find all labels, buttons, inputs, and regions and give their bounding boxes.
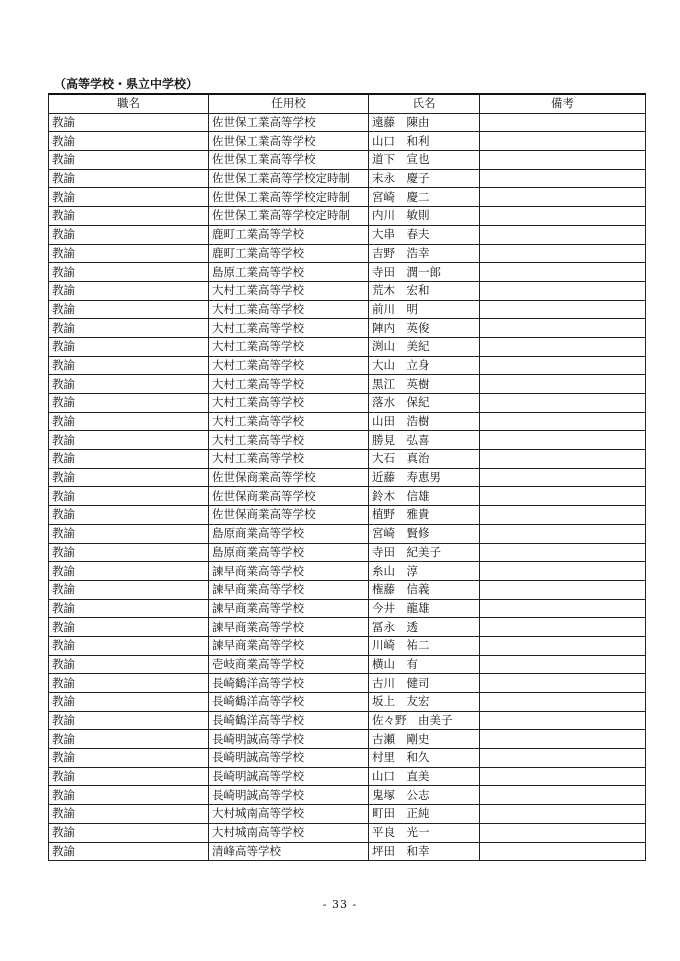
cell-school: 大村工業高等学校 <box>209 337 369 356</box>
cell-position: 教諭 <box>49 599 209 618</box>
cell-remarks <box>480 132 646 151</box>
cell-school: 長崎明誠高等学校 <box>209 730 369 749</box>
cell-name: 宮崎 賢修 <box>369 524 480 543</box>
cell-position: 教諭 <box>49 805 209 824</box>
cell-remarks <box>480 524 646 543</box>
cell-remarks <box>480 412 646 431</box>
cell-name: 冨永 透 <box>369 618 480 637</box>
cell-position: 教諭 <box>49 842 209 861</box>
cell-name: 黒江 英樹 <box>369 375 480 394</box>
table-row <box>49 730 646 749</box>
cell-remarks <box>480 281 646 300</box>
cell-name: 平良 光一 <box>369 823 480 842</box>
cell-position: 教諭 <box>49 244 209 263</box>
cell-name: 寺田 紀美子 <box>369 543 480 562</box>
cell-remarks <box>480 113 646 132</box>
cell-school: 大村工業高等学校 <box>209 319 369 338</box>
cell-remarks <box>480 506 646 525</box>
cell-position: 教諭 <box>49 767 209 786</box>
cell-remarks <box>480 487 646 506</box>
table-row <box>49 394 646 413</box>
table-row <box>49 562 646 581</box>
cell-position: 教諭 <box>49 674 209 693</box>
cell-position: 教諭 <box>49 356 209 375</box>
cell-name: 内川 敏則 <box>369 207 480 226</box>
table-row <box>49 468 646 487</box>
table-row <box>49 225 646 244</box>
cell-name: 鈴木 信雄 <box>369 487 480 506</box>
cell-remarks <box>480 263 646 282</box>
cell-school: 佐世保工業高等学校 <box>209 113 369 132</box>
cell-school: 大村工業高等学校 <box>209 356 369 375</box>
cell-name: 末永 慶子 <box>369 169 480 188</box>
table-row <box>49 805 646 824</box>
cell-remarks <box>480 767 646 786</box>
cell-position: 教諭 <box>49 151 209 170</box>
cell-name: 坂上 友宏 <box>369 693 480 712</box>
cell-remarks <box>480 562 646 581</box>
cell-position: 教諭 <box>49 823 209 842</box>
cell-school: 壱岐商業高等学校 <box>209 655 369 674</box>
cell-name: 村里 和久 <box>369 749 480 768</box>
cell-name: 近藤 寿恵男 <box>369 468 480 487</box>
header-position: 職名 <box>49 94 209 113</box>
header-remarks: 備考 <box>480 94 646 113</box>
cell-name: 陣内 英俊 <box>369 319 480 338</box>
table-row <box>49 693 646 712</box>
table-row <box>49 319 646 338</box>
cell-remarks <box>480 711 646 730</box>
cell-remarks <box>480 225 646 244</box>
cell-name: 鬼塚 公志 <box>369 786 480 805</box>
cell-school: 長崎鶴洋高等学校 <box>209 693 369 712</box>
cell-remarks <box>480 151 646 170</box>
cell-position: 教諭 <box>49 524 209 543</box>
table-row <box>49 674 646 693</box>
cell-position: 教諭 <box>49 207 209 226</box>
cell-name: 道下 宣也 <box>369 151 480 170</box>
section-title: （高等学校・県立中学校） <box>54 77 199 91</box>
cell-remarks <box>480 394 646 413</box>
table-row <box>49 786 646 805</box>
table-row <box>49 711 646 730</box>
cell-position: 教諭 <box>49 786 209 805</box>
table-row <box>49 543 646 562</box>
cell-school: 佐世保工業高等学校定時制 <box>209 207 369 226</box>
cell-position: 教諭 <box>49 319 209 338</box>
table-row <box>49 749 646 768</box>
cell-remarks <box>480 655 646 674</box>
cell-position: 教諭 <box>49 450 209 469</box>
cell-school: 大村工業高等学校 <box>209 281 369 300</box>
cell-remarks <box>480 842 646 861</box>
cell-name: 山田 浩樹 <box>369 412 480 431</box>
cell-position: 教諭 <box>49 132 209 151</box>
cell-remarks <box>480 244 646 263</box>
cell-school: 長崎明誠高等学校 <box>209 786 369 805</box>
cell-school: 大村城南高等学校 <box>209 805 369 824</box>
cell-position: 教諭 <box>49 375 209 394</box>
table-row <box>49 524 646 543</box>
cell-school: 島原商業高等学校 <box>209 543 369 562</box>
cell-school: 島原工業高等学校 <box>209 263 369 282</box>
cell-position: 教諭 <box>49 693 209 712</box>
cell-position: 教諭 <box>49 711 209 730</box>
cell-remarks <box>480 693 646 712</box>
cell-name: 今井 龍雄 <box>369 599 480 618</box>
cell-position: 教諭 <box>49 113 209 132</box>
cell-name: 山口 直美 <box>369 767 480 786</box>
cell-school: 諫早商業高等学校 <box>209 580 369 599</box>
table-row <box>49 487 646 506</box>
table-row <box>49 300 646 319</box>
table-row <box>49 375 646 394</box>
cell-school: 長崎鶴洋高等学校 <box>209 711 369 730</box>
table-row <box>49 356 646 375</box>
cell-position: 教諭 <box>49 506 209 525</box>
cell-school: 大村工業高等学校 <box>209 394 369 413</box>
cell-position: 教諭 <box>49 300 209 319</box>
cell-remarks <box>480 300 646 319</box>
table-row <box>49 599 646 618</box>
cell-position: 教諭 <box>49 618 209 637</box>
cell-remarks <box>480 337 646 356</box>
header-name: 氏名 <box>369 94 480 113</box>
cell-position: 教諭 <box>49 263 209 282</box>
cell-name: 前川 明 <box>369 300 480 319</box>
cell-school: 島原商業高等学校 <box>209 524 369 543</box>
cell-name: 渕山 美紀 <box>369 337 480 356</box>
table-row <box>49 207 646 226</box>
cell-remarks <box>480 730 646 749</box>
table-row <box>49 506 646 525</box>
cell-name: 古川 健司 <box>369 674 480 693</box>
cell-school: 諫早商業高等学校 <box>209 599 369 618</box>
cell-school: 諫早商業高等学校 <box>209 636 369 655</box>
cell-position: 教諭 <box>49 580 209 599</box>
cell-name: 大石 真治 <box>369 450 480 469</box>
cell-name: 宮崎 慶二 <box>369 188 480 207</box>
cell-remarks <box>480 356 646 375</box>
table-row <box>49 767 646 786</box>
cell-position: 教諭 <box>49 749 209 768</box>
cell-school: 佐世保商業高等学校 <box>209 487 369 506</box>
cell-position: 教諭 <box>49 281 209 300</box>
cell-school: 長崎明誠高等学校 <box>209 767 369 786</box>
cell-position: 教諭 <box>49 394 209 413</box>
cell-position: 教諭 <box>49 636 209 655</box>
cell-school: 佐世保工業高等学校 <box>209 132 369 151</box>
cell-name: 川崎 祐二 <box>369 636 480 655</box>
cell-position: 教諭 <box>49 431 209 450</box>
cell-name: 町田 正純 <box>369 805 480 824</box>
cell-position: 教諭 <box>49 468 209 487</box>
table-row <box>49 450 646 469</box>
table-row <box>49 655 646 674</box>
table-row <box>49 337 646 356</box>
cell-remarks <box>480 468 646 487</box>
table-row <box>49 151 646 170</box>
cell-position: 教諭 <box>49 562 209 581</box>
cell-remarks <box>480 786 646 805</box>
cell-remarks <box>480 636 646 655</box>
cell-school: 佐世保商業高等学校 <box>209 468 369 487</box>
cell-position: 教諭 <box>49 225 209 244</box>
cell-school: 清峰高等学校 <box>209 842 369 861</box>
table-row <box>49 281 646 300</box>
table-row <box>49 132 646 151</box>
cell-remarks <box>480 431 646 450</box>
cell-name: 山口 和利 <box>369 132 480 151</box>
cell-name: 勝見 弘喜 <box>369 431 480 450</box>
cell-remarks <box>480 823 646 842</box>
cell-remarks <box>480 543 646 562</box>
header-row <box>49 94 646 113</box>
cell-position: 教諭 <box>49 337 209 356</box>
table-body <box>49 113 646 861</box>
cell-remarks <box>480 580 646 599</box>
cell-position: 教諭 <box>49 543 209 562</box>
cell-remarks <box>480 450 646 469</box>
cell-remarks <box>480 169 646 188</box>
cell-school: 佐世保工業高等学校 <box>209 151 369 170</box>
cell-remarks <box>480 618 646 637</box>
cell-school: 鹿町工業高等学校 <box>209 244 369 263</box>
table-row <box>49 431 646 450</box>
cell-school: 鹿町工業高等学校 <box>209 225 369 244</box>
cell-remarks <box>480 188 646 207</box>
table-row <box>49 244 646 263</box>
cell-remarks <box>480 674 646 693</box>
cell-position: 教諭 <box>49 730 209 749</box>
table-row <box>49 412 646 431</box>
cell-position: 教諭 <box>49 655 209 674</box>
table-row <box>49 263 646 282</box>
cell-remarks <box>480 805 646 824</box>
cell-name: 荒木 宏和 <box>369 281 480 300</box>
cell-remarks <box>480 749 646 768</box>
cell-school: 長崎明誠高等学校 <box>209 749 369 768</box>
cell-school: 佐世保工業高等学校定時制 <box>209 188 369 207</box>
cell-school: 諫早商業高等学校 <box>209 562 369 581</box>
cell-position: 教諭 <box>49 412 209 431</box>
header-school: 任用校 <box>209 94 369 113</box>
cell-name: 権藤 信義 <box>369 580 480 599</box>
cell-name: 佐々野 由美子 <box>369 711 480 730</box>
cell-name: 大山 立身 <box>369 356 480 375</box>
cell-school: 大村工業高等学校 <box>209 412 369 431</box>
cell-school: 大村工業高等学校 <box>209 300 369 319</box>
cell-remarks <box>480 599 646 618</box>
cell-name: 吉野 浩幸 <box>369 244 480 263</box>
cell-school: 大村工業高等学校 <box>209 431 369 450</box>
table-row <box>49 618 646 637</box>
cell-remarks <box>480 207 646 226</box>
cell-name: 古瀬 剛史 <box>369 730 480 749</box>
table-row <box>49 823 646 842</box>
cell-position: 教諭 <box>49 487 209 506</box>
cell-position: 教諭 <box>49 188 209 207</box>
cell-school: 諫早商業高等学校 <box>209 618 369 637</box>
cell-school: 佐世保工業高等学校定時制 <box>209 169 369 188</box>
cell-school: 大村工業高等学校 <box>209 450 369 469</box>
table-row <box>49 188 646 207</box>
cell-remarks <box>480 375 646 394</box>
cell-name: 寺田 潤一郎 <box>369 263 480 282</box>
page-number: - 33 - <box>322 898 358 911</box>
table-row <box>49 580 646 599</box>
cell-name: 横山 有 <box>369 655 480 674</box>
cell-name: 糸山 淳 <box>369 562 480 581</box>
cell-school: 大村城南高等学校 <box>209 823 369 842</box>
cell-name: 坪田 和幸 <box>369 842 480 861</box>
table-row <box>49 113 646 132</box>
table-row <box>49 169 646 188</box>
cell-name: 大串 春夫 <box>369 225 480 244</box>
cell-position: 教諭 <box>49 169 209 188</box>
staff-table <box>48 93 646 861</box>
cell-school: 長崎鶴洋高等学校 <box>209 674 369 693</box>
cell-remarks <box>480 319 646 338</box>
table-header <box>49 94 646 113</box>
cell-name: 落水 保紀 <box>369 394 480 413</box>
cell-name: 植野 雅貴 <box>369 506 480 525</box>
table-row <box>49 842 646 861</box>
cell-school: 大村工業高等学校 <box>209 375 369 394</box>
cell-school: 佐世保商業高等学校 <box>209 506 369 525</box>
table-row <box>49 636 646 655</box>
cell-name: 遠藤 陳由 <box>369 113 480 132</box>
